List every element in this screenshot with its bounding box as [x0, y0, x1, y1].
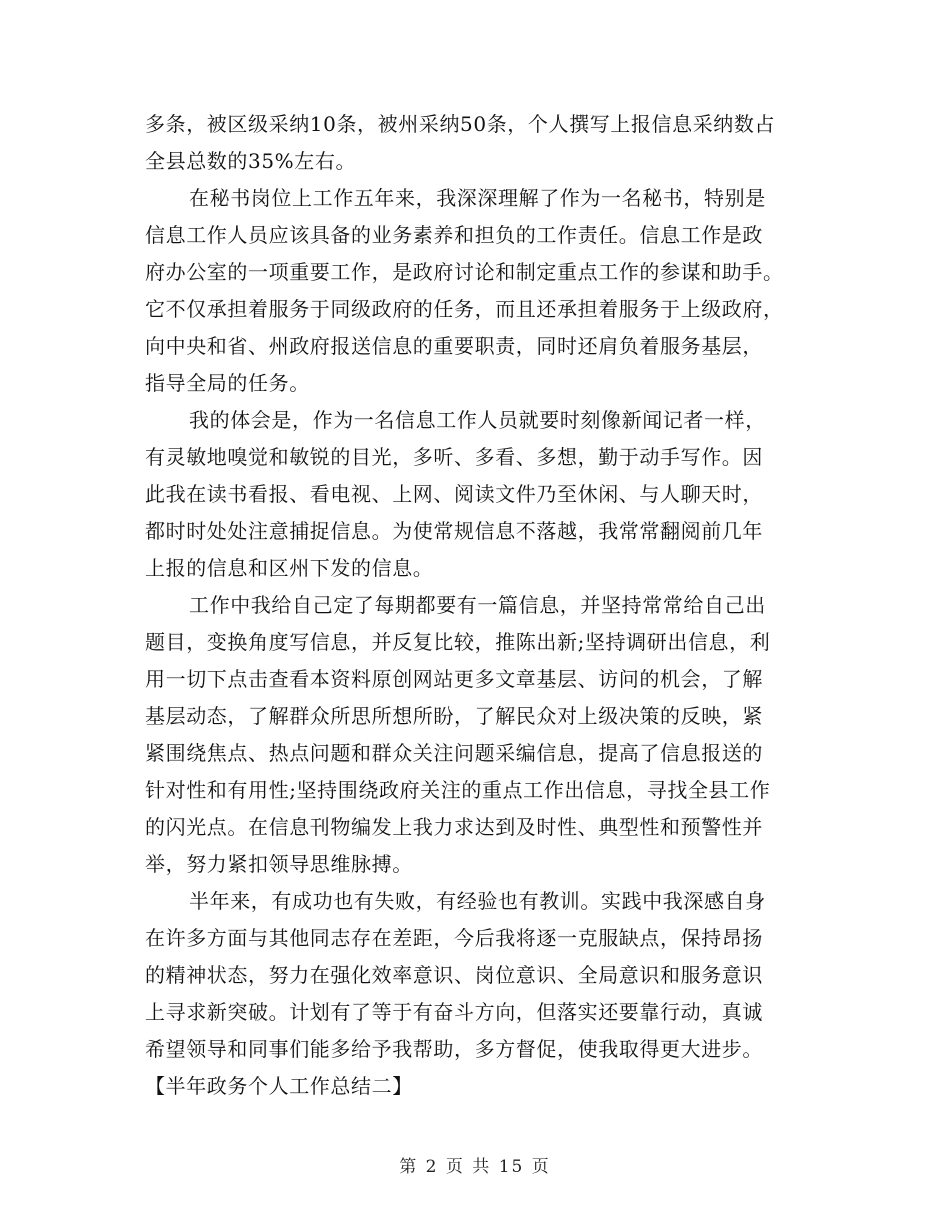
text-line: 上寻求新突破。计划有了等于有奋斗方向，但落实还要靠行动，真诚 — [145, 1000, 763, 1024]
text-line: 举，努力紧扣领导思维脉搏。 — [145, 852, 413, 876]
page-footer — [0, 1152, 950, 1177]
text-line: 上报的信息和区州下发的信息。 — [145, 556, 434, 580]
text-line: 针对性和有用性;坚持围绕政府关注的重点工作出信息，寻找全县工作 — [145, 778, 771, 802]
text-line: 都时时处处注意捕捉信息。为使常规信息不落越，我常常翻阅前几年 — [145, 519, 763, 543]
text-line: 向中央和省、州政府报送信息的重要职责，同时还肩负着服务基层， — [145, 334, 763, 358]
paragraph-4 — [145, 587, 815, 883]
page-number-label: 第 2 页 共 15 页 — [399, 1157, 551, 1177]
text-line: 工作中我给自己定了每期都要有一篇信息，并坚持常常给自己出 — [189, 593, 766, 617]
text-line: 它不仅承担着服务于同级政府的任务，而且还承担着服务于上级政府， — [145, 297, 784, 321]
text-line: 题目，变换角度写信息，并反复比较，推陈出新;坚持调研出信息，利 — [145, 630, 771, 654]
section-title: 【半年政务个人工作总结二】 — [145, 1074, 413, 1098]
text-line: 基层动态，了解群众所思所想所盼，了解民众对上级决策的反映，紧 — [145, 704, 763, 728]
text-line: 在许多方面与其他同志存在差距，今后我将逐一克服缺点，保持昂扬 — [145, 926, 763, 950]
text-line: 半年来，有成功也有失败，有经验也有教训。实践中我深感自身 — [189, 889, 766, 913]
document-body — [145, 106, 815, 1105]
text-line: 信息工作人员应该具备的业务素养和担负的工作责任。信息工作是政 — [145, 223, 763, 247]
text-line: 用一切下点击查看本资料原创网站更多文章基层、访问的机会，了解 — [145, 667, 763, 691]
text-line: 此我在读书看报、看电视、上网、阅读文件乃至休闲、与人聊天时， — [145, 482, 763, 506]
paragraph-2 — [145, 180, 815, 402]
text-line: 的精神状态，努力在强化效率意识、岗位意识、全局意识和服务意识 — [145, 963, 763, 987]
text-line: 有灵敏地嗅觉和敏锐的目光，多听、多看、多想，勤于动手写作。因 — [145, 445, 763, 469]
text-line: 的闪光点。在信息刊物编发上我力求达到及时性、典型性和预警性并 — [145, 815, 763, 839]
paragraph-3 — [145, 402, 815, 587]
text-line: 全县总数的35%左右。 — [145, 149, 357, 173]
text-line: 多条，被区级采纳10条，被州采纳50条，个人撰写上报信息采纳数占 — [145, 112, 776, 136]
text-line: 指导全局的任务。 — [145, 371, 310, 395]
paragraph-1 — [145, 106, 815, 180]
text-line: 府办公室的一项重要工作，是政府讨论和制定重点工作的参谋和助手。 — [145, 260, 784, 284]
text-line: 在秘书岗位上工作五年来，我深深理解了作为一名秘书，特别是 — [189, 186, 766, 210]
text-line: 我的体会是，作为一名信息工作人员就要时刻像新闻记者一样， — [189, 408, 766, 432]
paragraph-5 — [145, 883, 815, 1068]
text-line: 希望领导和同事们能多给予我帮助，多方督促，使我取得更大进步。 — [145, 1037, 763, 1061]
text-line: 紧围绕焦点、热点问题和群众关注问题采编信息，提高了信息报送的 — [145, 741, 763, 765]
